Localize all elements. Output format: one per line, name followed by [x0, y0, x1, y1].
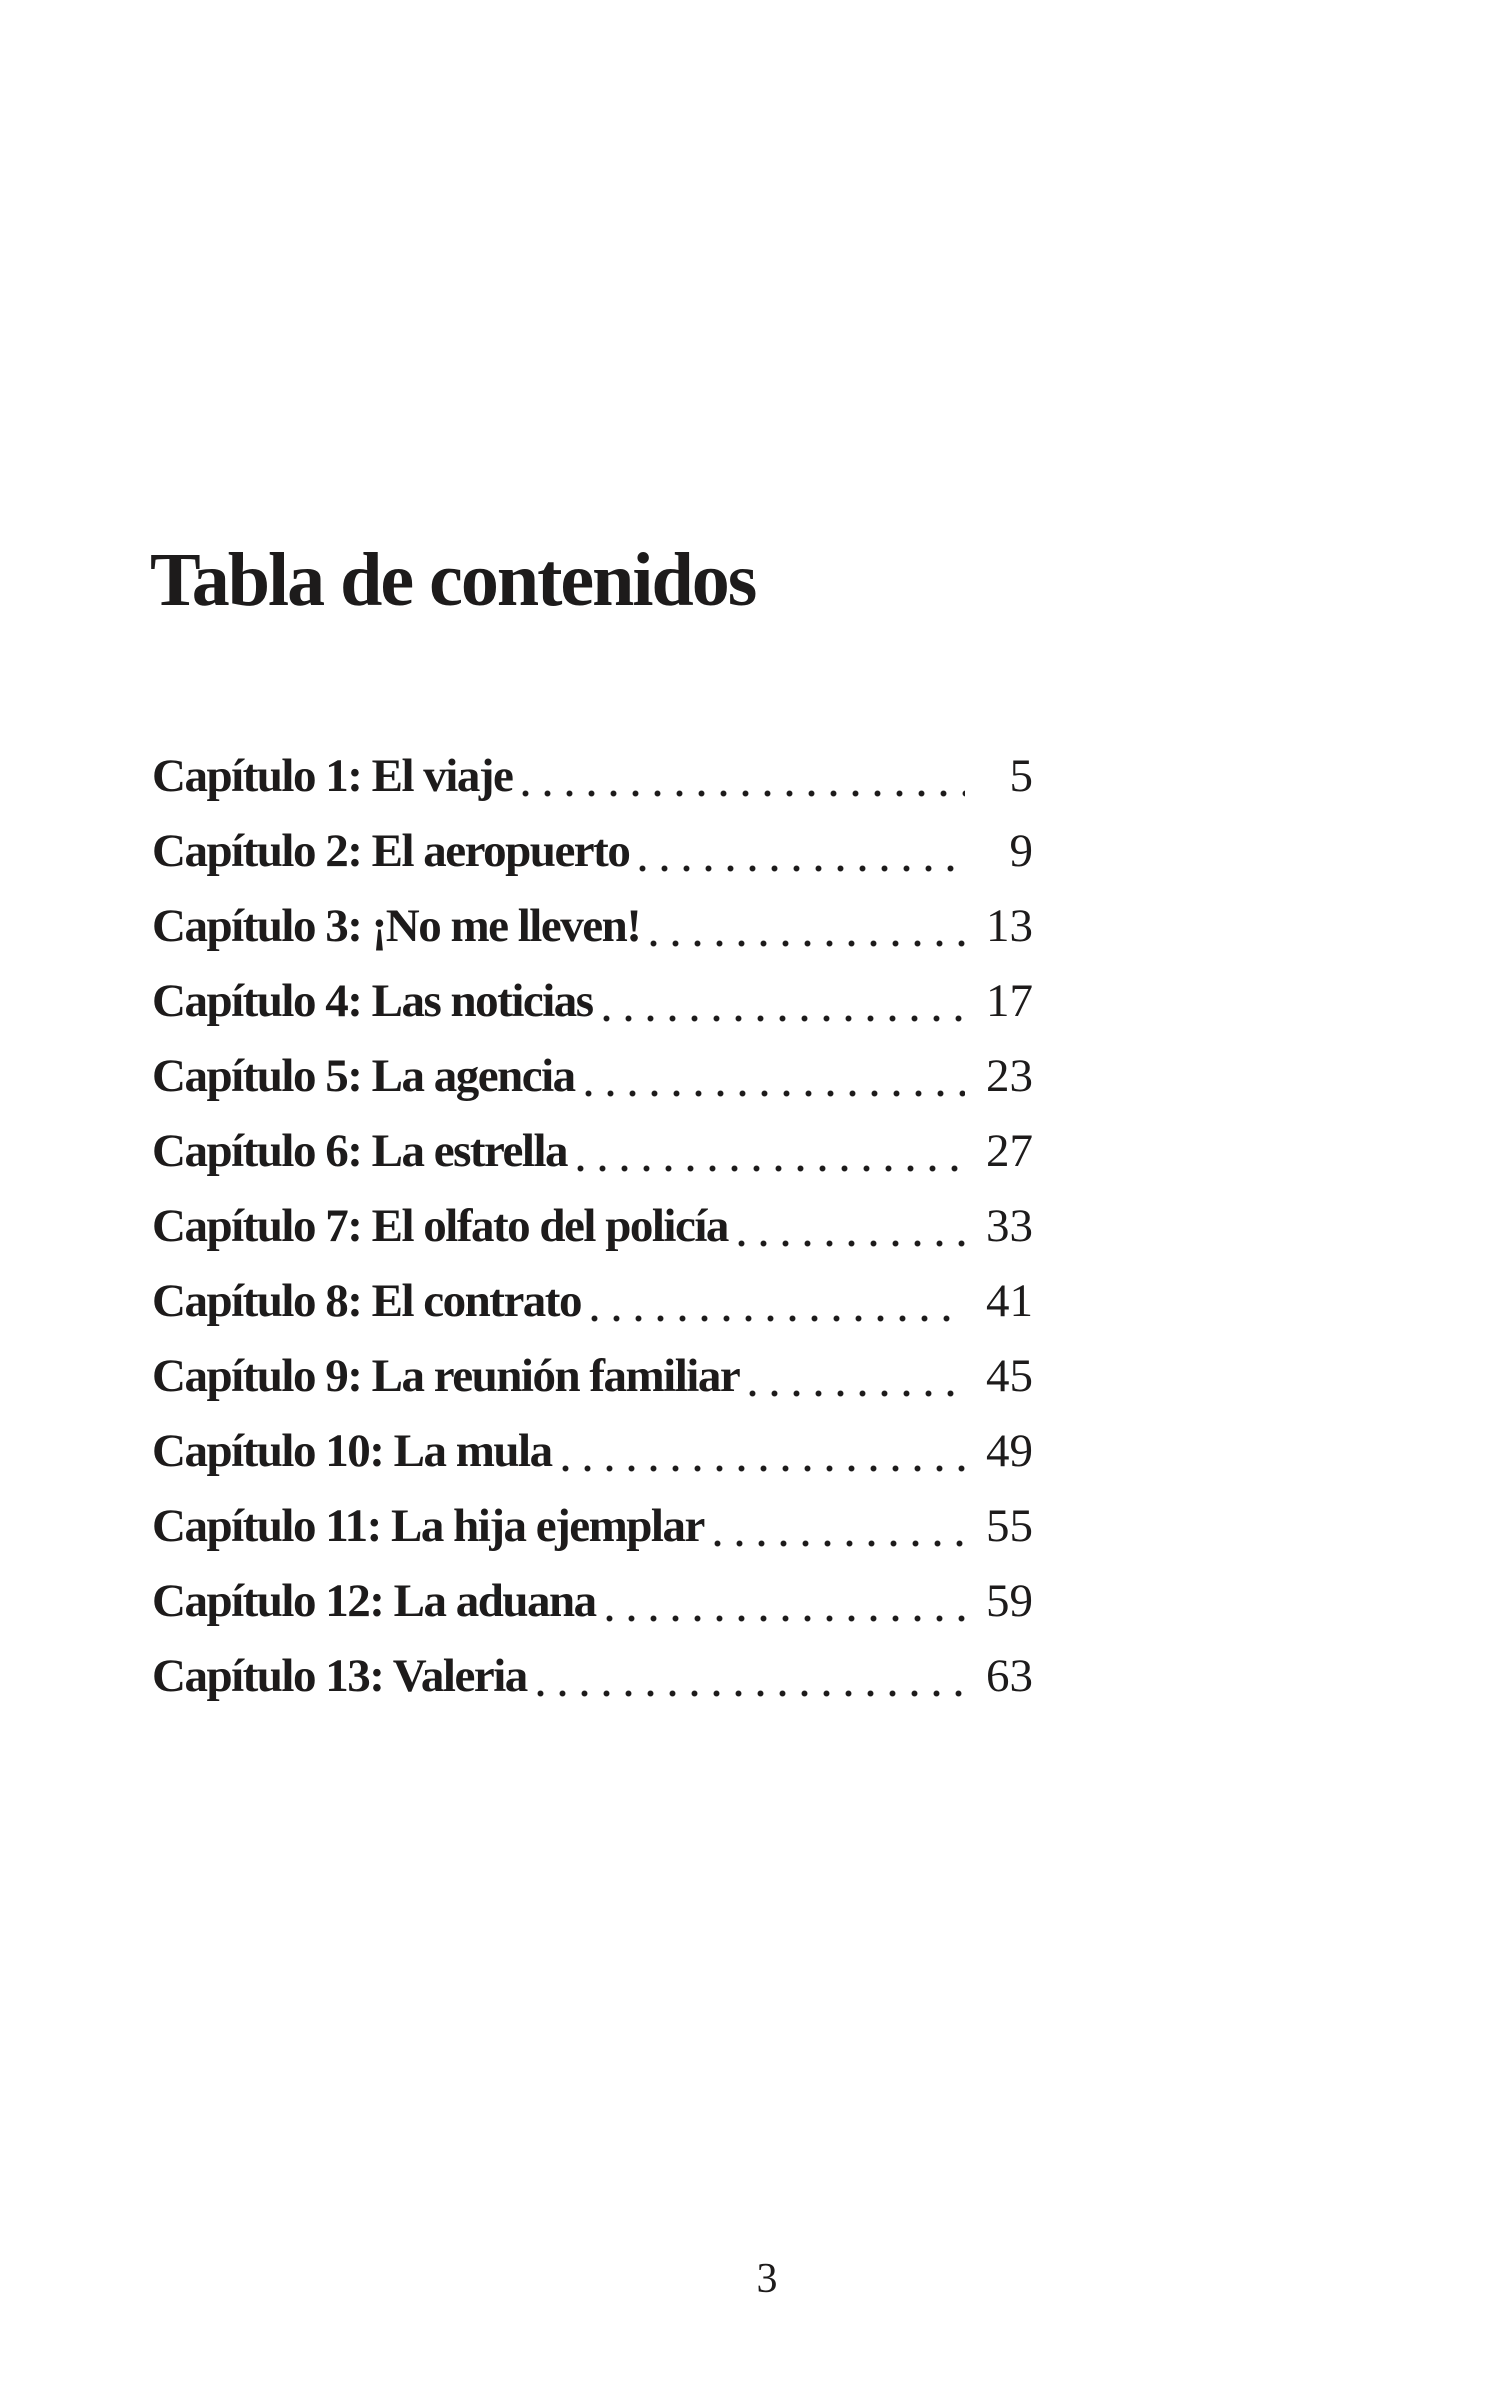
chapter-page-number: 23 — [986, 1050, 1033, 1102]
toc-entry-row — [152, 1114, 1033, 1189]
chapter-label: Capítulo 10: La mula — [152, 1425, 552, 1477]
dot-leader — [591, 1315, 965, 1322]
chapter-label: Capítulo 9: La reunión familiar — [152, 1350, 740, 1402]
dot-leader — [603, 1015, 965, 1022]
chapter-page-number: 55 — [986, 1500, 1033, 1552]
chapter-label: Capítulo 4: Las noticias — [152, 975, 593, 1027]
toc-entry-row — [152, 814, 1033, 889]
toc-entry-row — [152, 1264, 1033, 1339]
chapter-page-number: 59 — [986, 1575, 1033, 1627]
toc-entry-row — [152, 1564, 1033, 1639]
toc-entry-row — [152, 1339, 1033, 1414]
toc-entry-row — [152, 1039, 1033, 1114]
chapter-label: Capítulo 12: La aduana — [152, 1575, 596, 1627]
chapter-page-number: 13 — [986, 900, 1033, 952]
toc-entry-row — [152, 739, 1033, 814]
chapter-page-number: 49 — [986, 1425, 1033, 1477]
chapter-label: Capítulo 3: ¡No me lleven! — [152, 900, 641, 952]
page-title: Tabla de contenidos — [150, 538, 756, 622]
chapter-page-number: 41 — [986, 1275, 1033, 1327]
toc-entry-row — [152, 889, 1033, 964]
dot-leader — [714, 1540, 965, 1547]
toc-entry-row — [152, 1639, 1033, 1714]
chapter-page-number: 45 — [986, 1350, 1033, 1402]
chapter-label: Capítulo 2: El aeropuerto — [152, 825, 630, 877]
chapter-label: Capítulo 8: El contrato — [152, 1275, 581, 1327]
chapter-label: Capítulo 6: La estrella — [152, 1125, 568, 1177]
chapter-label: Capítulo 1: El viaje — [152, 750, 513, 802]
dot-leader — [738, 1240, 965, 1247]
toc-entry-row — [152, 1189, 1033, 1264]
dot-leader — [606, 1615, 965, 1622]
toc-entry-row — [152, 964, 1033, 1039]
toc-entry-row — [152, 1414, 1033, 1489]
chapter-label: Capítulo 5: La agencia — [152, 1050, 575, 1102]
dot-leader — [562, 1465, 965, 1472]
chapter-label: Capítulo 7: El olfato del policía — [152, 1200, 728, 1252]
chapter-page-number: 27 — [986, 1125, 1033, 1177]
toc-list — [152, 739, 1033, 1714]
dot-leader — [585, 1090, 965, 1097]
toc-entry-row — [152, 1489, 1033, 1564]
chapter-page-number: 9 — [1009, 825, 1033, 877]
dot-leader — [577, 1165, 965, 1172]
dot-leader — [639, 865, 965, 872]
chapter-page-number: 17 — [986, 975, 1033, 1027]
page-number: 3 — [756, 2256, 778, 2302]
chapter-page-number: 63 — [986, 1650, 1033, 1702]
chapter-page-number: 33 — [986, 1200, 1033, 1252]
chapter-label: Capítulo 13: Valeria — [152, 1650, 527, 1702]
chapter-page-number: 5 — [1009, 750, 1033, 802]
dot-leader — [522, 790, 965, 797]
dot-leader — [537, 1690, 965, 1697]
chapter-label: Capítulo 11: La hija ejemplar — [152, 1500, 704, 1552]
dot-leader — [749, 1390, 965, 1397]
dot-leader — [650, 940, 965, 947]
